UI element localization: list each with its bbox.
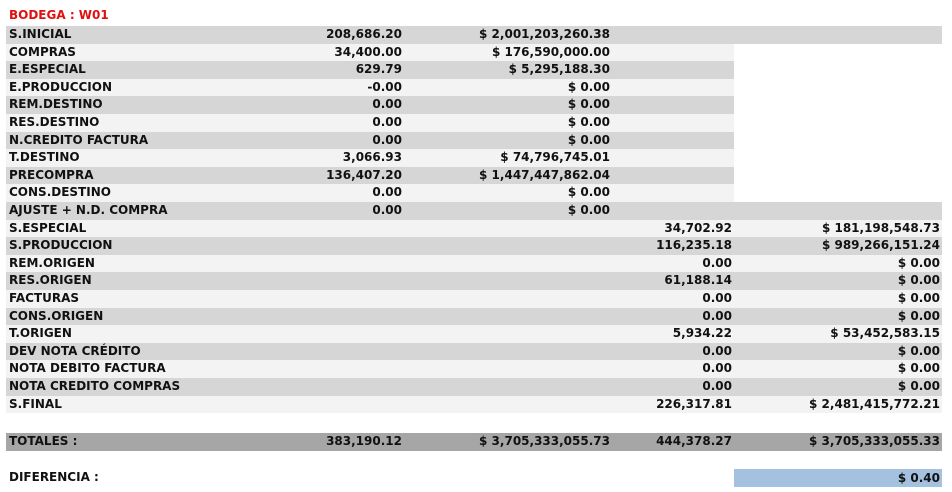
amount-in-cell: $ 176,590,000.00: [491, 44, 610, 59]
quantity-in-cell: 0.00: [372, 203, 402, 217]
table-row: [6, 202, 942, 220]
table-row: [6, 96, 942, 114]
amount-in-cell: $ 0.00: [567, 132, 610, 147]
amount-out-cell: $ 0.00: [897, 308, 940, 323]
blank-cell: [734, 132, 942, 150]
table-row: [6, 114, 942, 132]
quantity-out-cell: 0.00: [702, 308, 732, 323]
quantity-out-cell: 5,934.22: [672, 326, 732, 341]
quantity-in-cell: 208,686.20: [326, 27, 402, 41]
row-label: FACTURAS: [9, 291, 80, 305]
blank-cell: [734, 61, 942, 79]
quantity-in-cell: 136,407.20: [326, 167, 402, 182]
table-row: [6, 184, 942, 202]
amount-out-cell: $ 989,266,151.24: [821, 238, 940, 253]
quantity-in-cell: 0.00: [372, 97, 402, 112]
amount-in-cell: $ 0.00: [567, 203, 610, 217]
quantity-out-cell: 0.00: [702, 291, 732, 305]
quantity-in-cell: 34,400.00: [334, 44, 402, 59]
table-row: [6, 220, 942, 238]
blank-cell: [734, 149, 942, 167]
difference-box: [734, 469, 942, 487]
quantity-out-cell: 34,702.92: [664, 220, 732, 235]
amount-out-cell: $ 181,198,548.73: [821, 220, 940, 235]
row-label: RES.DESTINO: [9, 115, 100, 129]
quantity-in-cell: -0.00: [367, 79, 402, 94]
quantity-in-cell: 629.79: [355, 62, 402, 77]
difference-label: DIFERENCIA :: [9, 470, 99, 484]
row-label: S.FINAL: [9, 396, 62, 411]
table-row: [6, 255, 942, 273]
row-label: N.CREDITO FACTURA: [9, 132, 149, 147]
page-title: BODEGA : W01: [9, 8, 109, 22]
quantity-out-cell: 226,317.81: [656, 396, 732, 411]
amount-out-cell: $ 0.00: [897, 379, 940, 393]
quantity-in-cell: 0.00: [372, 115, 402, 129]
amount-in-cell: $ 0.00: [567, 185, 610, 200]
totals-quantity-out: 444,378.27: [656, 434, 732, 448]
quantity-out-cell: 61,188.14: [664, 273, 732, 288]
amount-out-cell: $ 0.00: [897, 273, 940, 288]
table-row: [6, 272, 942, 290]
amount-in-cell: $ 0.00: [567, 97, 610, 112]
amount-out-cell: $ 0.00: [897, 291, 940, 305]
row-label: REM.ORIGEN: [9, 255, 95, 270]
table-row: [6, 61, 942, 79]
row-label: AJUSTE + N.D. COMPRA: [9, 203, 168, 217]
quantity-out-cell: 116,235.18: [656, 238, 732, 253]
table-row: [6, 79, 942, 97]
row-label: REM.DESTINO: [9, 97, 103, 112]
table-row: [6, 290, 942, 308]
table-row: [6, 325, 942, 343]
totals-row: [6, 433, 942, 451]
table-row: [6, 44, 942, 62]
table-row: [6, 132, 942, 150]
quantity-out-cell: 0.00: [702, 361, 732, 376]
row-label: E.ESPECIAL: [9, 62, 86, 77]
blank-cell: [734, 44, 942, 62]
row-label: S.INICIAL: [9, 27, 72, 41]
blank-cell: [734, 184, 942, 202]
totals-quantity-in: 383,190.12: [326, 434, 402, 448]
quantity-in-cell: 3,066.93: [342, 150, 402, 165]
table-row: [6, 149, 942, 167]
quantity-in-cell: 0.00: [372, 132, 402, 147]
amount-in-cell: $ 0.00: [567, 115, 610, 129]
blank-cell: [734, 79, 942, 97]
amount-out-cell: $ 0.00: [897, 343, 940, 358]
row-label: NOTA DEBITO FACTURA: [9, 361, 166, 376]
quantity-out-cell: 0.00: [702, 343, 732, 358]
totals-label: TOTALES :: [9, 434, 78, 448]
amount-in-cell: $ 5,295,188.30: [508, 62, 610, 77]
table-row: [6, 167, 942, 185]
table-row: [6, 360, 942, 378]
row-label: T.DESTINO: [9, 150, 80, 165]
row-label: CONS.ORIGEN: [9, 308, 104, 323]
totals-amount-in: $ 3,705,333,055.73: [479, 434, 610, 448]
table-row: [6, 343, 942, 361]
totals-amount-out: $ 3,705,333,055.33: [809, 434, 940, 448]
blank-cell: [734, 114, 942, 132]
row-label: PRECOMPRA: [9, 167, 94, 182]
amount-out-cell: $ 2,481,415,772.21: [809, 396, 940, 411]
table-row: [6, 237, 942, 255]
amount-out-cell: $ 0.00: [897, 361, 940, 376]
row-label: T.ORIGEN: [9, 326, 72, 341]
table-row: [6, 26, 942, 44]
amount-in-cell: $ 1,447,447,862.04: [479, 167, 610, 182]
table-row: [6, 378, 942, 396]
quantity-in-cell: 0.00: [372, 185, 402, 200]
blank-cell: [734, 96, 942, 114]
quantity-out-cell: 0.00: [702, 255, 732, 270]
row-label: NOTA CREDITO COMPRAS: [9, 379, 181, 393]
amount-out-cell: $ 0.00: [897, 255, 940, 270]
quantity-out-cell: 0.00: [702, 379, 732, 393]
amount-in-cell: $ 74,796,745.01: [500, 150, 610, 165]
table-row: [6, 308, 942, 326]
amount-out-cell: $ 53,452,583.15: [830, 326, 940, 341]
amount-in-cell: $ 0.00: [567, 79, 610, 94]
row-label: CONS.DESTINO: [9, 185, 111, 200]
difference-value: $ 0.40: [897, 471, 940, 485]
blank-cell: [734, 167, 942, 185]
amount-in-cell: $ 2,001,203,260.38: [479, 27, 610, 41]
row-label: E.PRODUCCION: [9, 79, 113, 94]
row-label: S.ESPECIAL: [9, 220, 87, 235]
table-row: [6, 396, 942, 414]
row-label: RES.ORIGEN: [9, 273, 92, 288]
row-label: DEV NOTA CRÉDITO: [9, 343, 141, 358]
row-label: S.PRODUCCION: [9, 238, 113, 253]
row-label: COMPRAS: [9, 44, 76, 59]
